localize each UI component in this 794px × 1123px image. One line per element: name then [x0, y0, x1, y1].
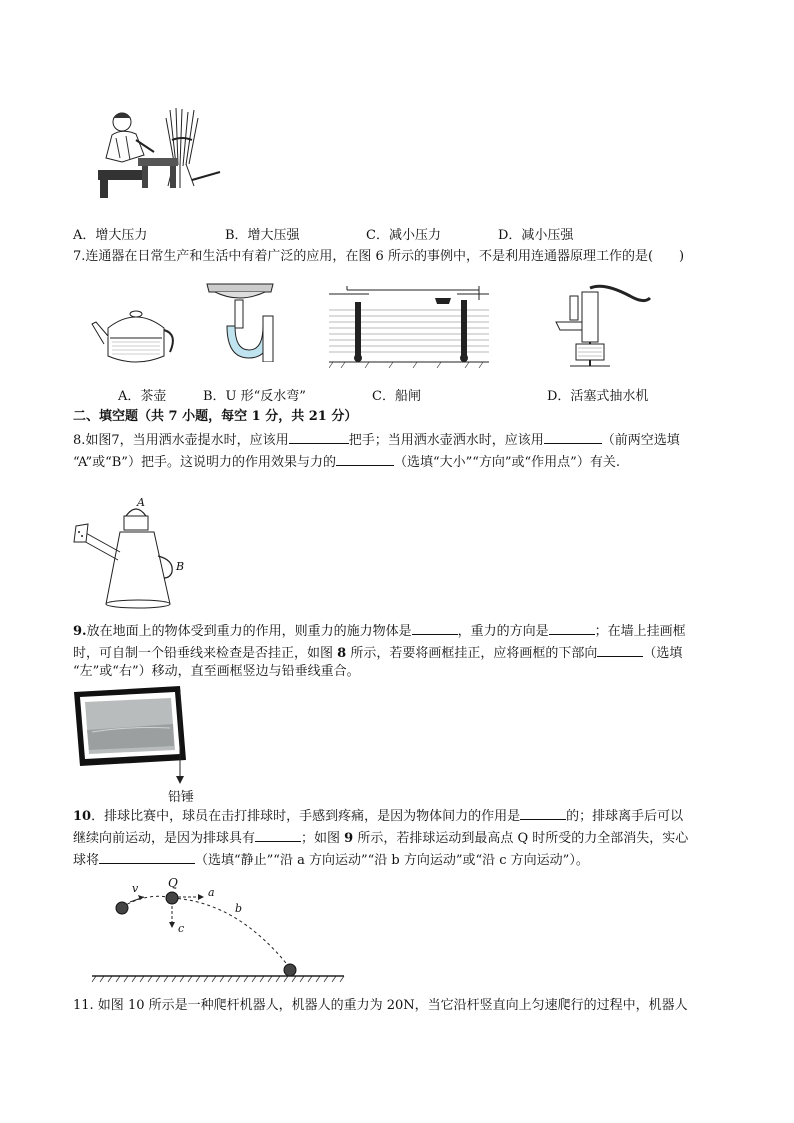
label-a: a: [208, 886, 215, 899]
q6-option-a: A．增大压力: [73, 228, 148, 243]
q9-text-5: 所示，若要将画框挂正，应将画框的下部向: [346, 646, 598, 661]
q10-text-5: 所示，若排球运动到最高点 Q 时所受的力全部消失，实心: [353, 831, 689, 846]
label-b: b: [235, 902, 243, 915]
q10-blank-3[interactable]: [99, 851, 195, 864]
papermaking-figure: [92, 100, 222, 205]
q9-text-6: （选填: [643, 646, 683, 661]
q8-text-3: （前两空选填: [601, 433, 680, 448]
q9-fig-number: 8: [337, 646, 347, 661]
q9-blank-1[interactable]: [412, 622, 458, 635]
q8-line-1: [73, 431, 680, 449]
q9-number: 9.: [73, 624, 87, 639]
q8-text-1: 8.如图7，当用洒水壶提水时，应该用: [73, 433, 289, 448]
q9-blank-3[interactable]: [597, 644, 643, 657]
q8-line-2: [73, 453, 620, 471]
u-trap-figure: [205, 282, 275, 362]
watering-can-figure: [70, 496, 190, 612]
q10-text-1: ．排球比赛中，球员在击打排球时，手感到疼痛，是因为物体间力的作用是: [91, 809, 521, 824]
q10-blank-2[interactable]: [255, 829, 301, 842]
q6-option-b: B．增大压强: [225, 228, 300, 243]
q9-text-3: ；在墙上挂画框: [594, 624, 686, 639]
q10-line-2: [73, 829, 688, 847]
q10-line-3: [73, 851, 589, 869]
q8-blank-3[interactable]: [336, 453, 394, 466]
q9-text-2: ，重力的方向是: [457, 624, 549, 639]
picture-frame-figure: [70, 686, 220, 805]
q9-blank-2[interactable]: [549, 622, 595, 635]
q7-option-a: A．茶壶: [118, 389, 167, 404]
can-label-a: A: [137, 496, 145, 509]
q8-text-4: “A”或“B”）把手。这说明力的作用效果与力的: [73, 455, 336, 470]
q10-line-1: [73, 807, 683, 825]
q8-blank-1[interactable]: [289, 431, 349, 444]
q6-option-d: D．减小压强: [498, 228, 574, 243]
q10-number: 10: [73, 809, 92, 824]
label-v: v: [132, 882, 139, 895]
q9-text-1: 放在地面上的物体受到重力的作用，则重力的施力物体是: [86, 624, 412, 639]
q8-text-2: 把手；当用洒水壶洒水时，应该用: [348, 433, 544, 448]
pump-figure: [540, 282, 660, 370]
q10-text-7: （选填“静止”“沿 a 方向运动”“沿 b 方向运动”或“沿 c 方向运动”）。: [195, 853, 589, 868]
q9-line-2: [73, 644, 682, 662]
ship-lock-figure: [329, 286, 489, 368]
plumb-bob-label: 铅锤: [168, 790, 195, 805]
q9-line-1: [73, 622, 686, 640]
q10-text-6: 球将: [73, 853, 100, 868]
q7-option-c: C．船闸: [372, 389, 421, 404]
q6-option-c: C．减小压力: [366, 228, 441, 243]
q7-option-b: B．U 形“反水弯”: [203, 389, 306, 404]
q7-option-d: D．活塞式抽水机: [547, 389, 649, 404]
q9-line-3: “左”或“右”）移动，直至画框竖边与铅垂线重合。: [73, 664, 360, 679]
label-q: Q: [168, 876, 178, 890]
q9-text-4: 时，可自制一个铅垂线来检查是否挂正，如图: [73, 646, 338, 661]
q8-text-5: （选填“大小”“方向”或“作用点”）有关.: [393, 455, 620, 470]
q10-text-2: 的；排球离手后可以: [566, 809, 684, 824]
q11-line-1: 11. 如图 10 所示是一种爬杆机器人，机器人的重力为 20N，当它沿杆竖直向上匀速爬行的过程中，机器人: [73, 998, 688, 1013]
section-title: 二、填空题（共 7 小题，每空 1 分，共 21 分）: [73, 409, 358, 424]
q10-blank-1[interactable]: [520, 807, 566, 820]
teapot-figure: [90, 300, 178, 370]
q10-text-3: 继续向前运动，是因为排球具有: [73, 831, 256, 846]
q10-text-4: ；如图: [301, 831, 345, 846]
q10-fig-number: 9: [344, 831, 354, 846]
label-c: c: [178, 922, 185, 935]
q7-stem: 7.连通器在日常生产和生活中有着广泛的应用，在图 6 所示的事例中，不是利用连通器原理工作的是( ): [73, 249, 685, 264]
can-label-b: B: [176, 560, 185, 573]
q8-blank-2[interactable]: [544, 431, 602, 444]
trajectory-figure: [88, 872, 348, 982]
